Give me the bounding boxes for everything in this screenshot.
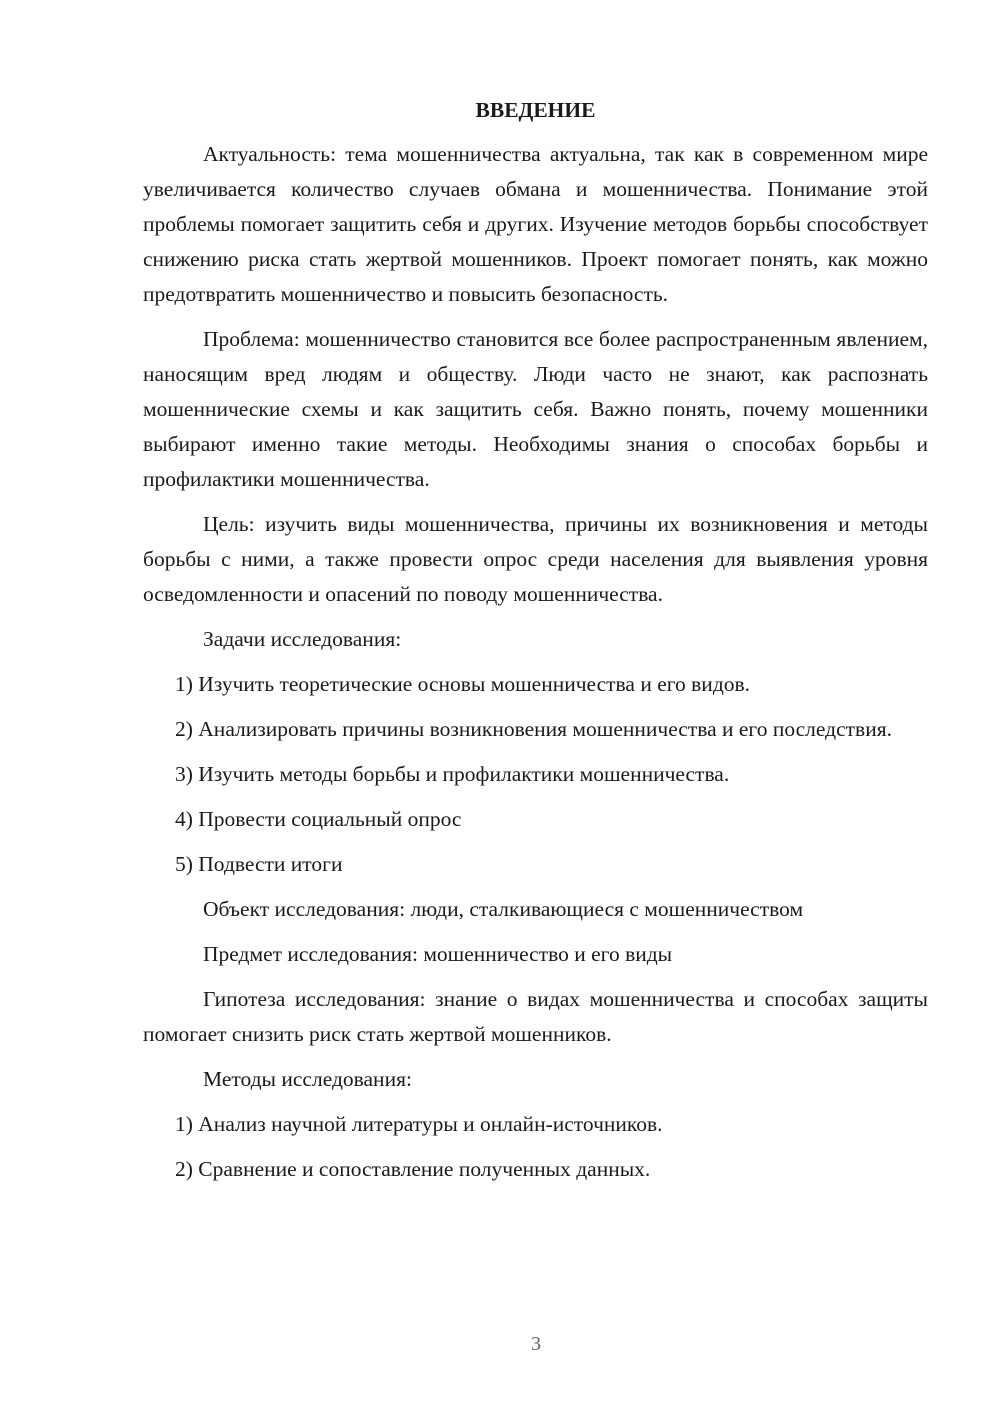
- tasks-heading: Задачи исследования:: [203, 627, 402, 651]
- problem-paragraph: Проблема: мошенничество становится все более распространенным явлением, наносящим вред людям и обществу. Люди часто не знают, как распознать мошеннические схемы и как защитить себя. Важно понять, почему мошенники выбирают именно такие методы. Необходимы знания о способах борьбы и профилактики мошенничества.: [143, 327, 928, 491]
- task-item-4: 4) Провести социальный опрос: [175, 807, 462, 831]
- task-item-5: 5) Подвести итоги: [175, 852, 343, 876]
- subject-paragraph: Предмет исследования: мошенничество и его виды: [203, 942, 673, 966]
- task-item-2: 2) Анализировать причины возникновения мошенничества и его последствия.: [175, 717, 892, 741]
- methods-heading: Методы исследования:: [203, 1067, 412, 1091]
- relevance-paragraph: Актуальность: тема мошенничества актуальна, так как в современном мире увеличивается количество случаев обмана и мошенничества. Понимание этой проблемы помогает защитить себя и других. Изучение методов борьбы способствует снижению риска стать жертвой мошенников. Проект помогает понять, как можно предотвратить мошенничество и повысить безопасность.: [143, 142, 928, 306]
- method-item-2: 2) Сравнение и сопоставление полученных данных.: [175, 1157, 651, 1181]
- task-item-1: 1) Изучить теоретические основы мошенничества и его видов.: [175, 672, 751, 696]
- task-item-3: 3) Изучить методы борьбы и профилактики мошенничества.: [175, 762, 730, 786]
- method-item-1: 1) Анализ научной литературы и онлайн-источников.: [175, 1112, 663, 1136]
- document-page: [143, 95, 928, 1197]
- object-paragraph: Объект исследования: люди, сталкивающиеся с мошенничеством: [203, 897, 804, 921]
- hypothesis-paragraph: Гипотеза исследования: знание о видах мошенничества и способах защиты помогает снизить риск стать жертвой мошенников.: [143, 987, 928, 1046]
- goal-paragraph: Цель: изучить виды мошенничества, причины их возникновения и методы борьбы с ними, а также провести опрос среди населения для выявления уровня осведомленности и опасений по поводу мошенничества.: [143, 512, 928, 606]
- page-number: 3: [531, 1333, 541, 1355]
- page-title: ВВЕДЕНИЕ: [475, 98, 596, 122]
